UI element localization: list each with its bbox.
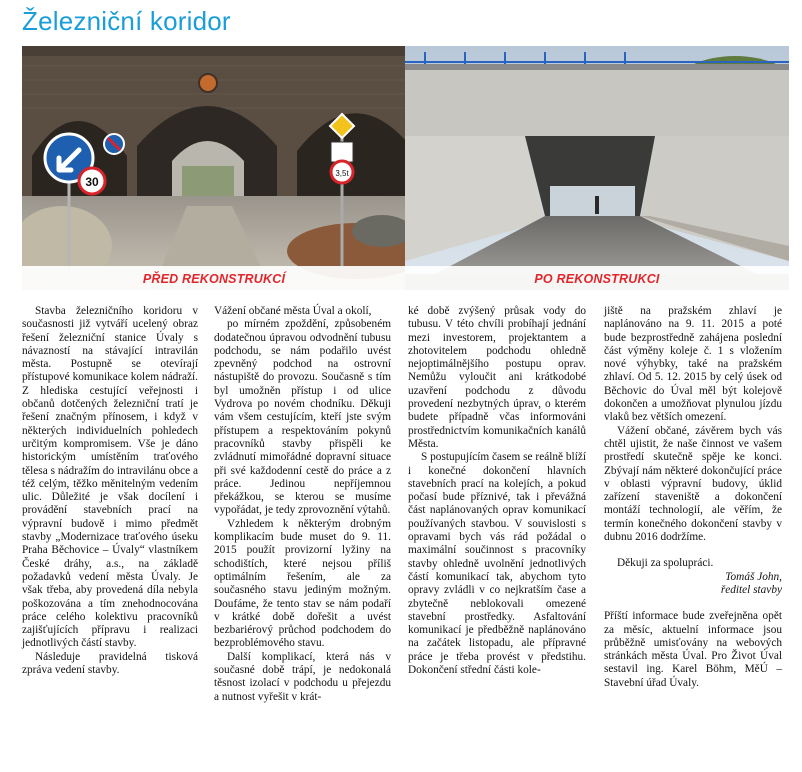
next-issue-note: Příští informace bude zveřejněna opět za měsíc, aktuelní informace jsou průběžně umisťovány na webových stránkách města Úval. Pro Život Úval sestavil ing. Karel Böhm, MěÚ – Stavební úřad Úvaly. <box>604 610 782 689</box>
paragraph: ké době zvýšený průsak vody do tubusu. V této chvíli probíhají jednání mezi investorem, projektantem a zhotovitelem podchodu ohledně nejoptimálnějšího postupu oprav. Nemůžu vyloučit ani krátkodobé uzavření podchodu z důvodu provedení nezbytných úprav, o kterém budete případně včas informováni prostřednictvím komunikačních kanálů Města. <box>408 305 586 450</box>
text-column-3 <box>408 305 586 677</box>
paragraph: S postupujícím časem se reálně blíží i konečné dokončení hlavních stavebních prací na kolejích, a pokud počasí bude příznivé, tak i převážná část naplánovaných oprav komunikací používaných stavbou. V souvislosti s opravami bych vás rád požádal o maximální součinnost s pracovníky stavby ohledně uvolnění jednotlivých částí komunikací tak, abychom tyto opravy zvládli v co nejkratším čase a zbytečně neblokovali omezené stavební prostředky. Asfaltování komunikací je předběžně naplánováno na začátek listopadu, ale přípravné práce je třeba provést v předstihu. Dokončení střední části kole- <box>408 451 586 677</box>
text-column-4 <box>604 305 782 690</box>
paragraph: Vážení občané, závěrem bych vás chtěl ujistit, že naše činnost ve vašem prostředí skutečně spěje ke konci. Zbývají nám některé dokončující práce v oblasti výpravní budovy, úklid zařízení staveniště a dokončení montáží technologií, ale věřím, že termín konečného dokončení stavby v dubnu 2016 dodržíme. <box>604 424 782 544</box>
signature-role: ředitel stavby <box>720 583 782 596</box>
caption-before: PŘED REKONSTRUKCÍ <box>142 272 286 286</box>
thanks-line: Děkuji za spolupráci. <box>617 557 714 570</box>
text-column-2 <box>214 305 391 704</box>
paragraph: Další komplikací, která nás v současné době trápí, je nedokonalá těsnost izolací v podchodu u přejezdu a nutnost vyřešit v krát- <box>214 650 391 703</box>
photo-before-reconstruction <box>22 46 406 290</box>
caption-after: PO REKONSTRUKCI <box>534 272 660 286</box>
text-column-1 <box>22 305 198 677</box>
paragraph: jiště na pražském zhlaví je naplánováno na 9. 11. 2015 a poté bude bezprostředně zahájena poslední část výměny koleje č. 1 s vložením nové výhybky, také na pražském zhlaví. Od 5. 12. 2015 by celý úsek od Běchovic do Úval měl být kolejově dokončen a umožňovat plynulou jízdu vlaků bez větších omezení. <box>604 305 782 424</box>
paragraph: Následuje pravidelná tisková zpráva vedení stavby. <box>22 650 198 677</box>
weight-sign-text: 3,5t <box>335 169 349 178</box>
article-title: Železniční koridor <box>22 6 231 36</box>
salutation: Vážení občané města Úval a okolí, <box>214 305 372 317</box>
paragraph: Stavba železničního koridoru v současnosti již vytváří ucelený obraz řešení železniční stanice Úvaly s návazností na stávající intravilán města. Postupně se otevírají přístupové komunikace kolem nádraží. Z hlediska cestující veřejnosti i občanů dotčených železniční tratí je řešení značným přínosem, i když v některých individuelních pohledech určitým kompromisem. Vše je dáno historickým umístěním traťového tělesa s nádražím do intravilánu obce a též celým, těžko měnitelným vedením ulic. Důležité je však docílení i provádění stavebních prací na výpravní budově i mimo předmět stavby „Modernizace traťového úseku Praha Běchovice – Úvaly“ vlastníkem České dráhy, a.s., na základě požadavků vedení města Úvaly. Je však třeba, aby provedená díla nebyla poškozována a tím znehodnocována práce celého kolektivu pracovníků zajišťujících přípravu i realizaci jednotlivých částí stavby. <box>22 305 198 650</box>
speed-sign-text: 30 <box>85 175 99 189</box>
paragraph: Vzhledem k některým drobným komplikacím bude muset do 9. 11. 2015 použít provizorní lyžiny na schodištích, které nejsou příliš optimálním řešením, ale za současného stavu jediným možným. Doufáme, že tento stav se nám podaří v krátké době dořešit a uvést bezbariérový průchod podchodem do bezproblémového stavu. <box>214 517 391 650</box>
photo-after-reconstruction <box>405 46 789 290</box>
paragraph: po mírném zpoždění, způsobeném dodatečnou úpravou odvodnění tubusu podchodu, se nám podařilo uvést zpevněný podchod na ostrovní nástupiště do provozu. Současně s tím byl umožněn přístup i od ulice Vydrova po novém chodníku. Děkuji vám všem cestujícím, kteří jste svým přístupem a respektováním pokynů pracovníků stavby přispěli ke zvládnutí mimořádné dopravní situace při své každodenní cestě do práce a z práce. Jedinou nepříjemnou překážkou, se kterou se musíme vypořádat, je tedy zprovoznění výtahů. <box>214 318 391 517</box>
signature-name: Tomáš John, <box>725 570 782 583</box>
